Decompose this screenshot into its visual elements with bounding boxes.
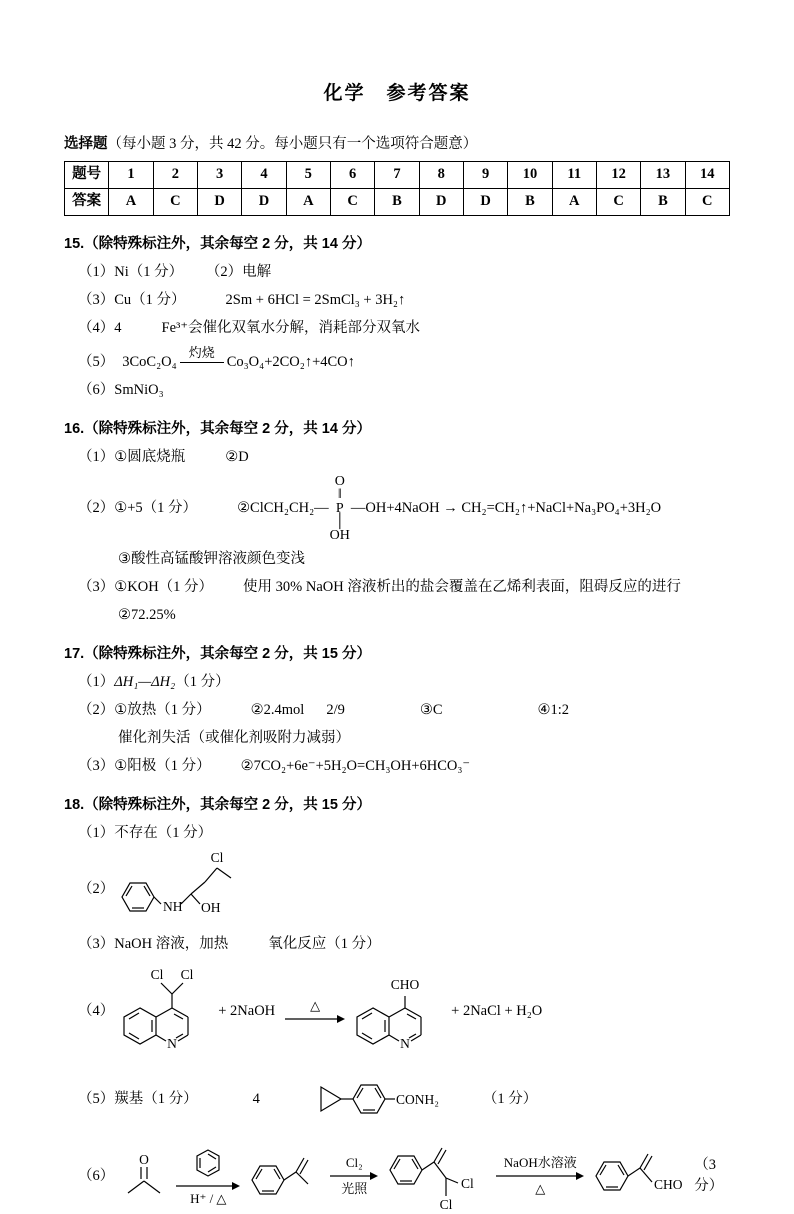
q17-answer-2b: 催化剂失活（或催化剂吸附力减弱） xyxy=(118,730,350,747)
phosphonate-equation xyxy=(237,475,661,543)
answer-text: ②2.4mol xyxy=(250,702,305,719)
chem-formula-right: —OH+4NaOH → CH₂=CH₂↑+NaCl+Na₃PO₄+3H₂O xyxy=(350,499,662,516)
benzene-icon xyxy=(191,1146,225,1180)
q16-heading: 16.（除特殊标注外，其余每空 2 分，共 14 分） xyxy=(64,420,371,437)
oxygen-label: O xyxy=(139,1152,150,1168)
answer-text: （3）①阳极（1 分） xyxy=(78,758,211,775)
answer-table xyxy=(64,161,730,216)
q18-answer-2 xyxy=(78,851,730,927)
answer-text: （5）羰基（1 分） xyxy=(78,1090,198,1107)
cho-label: CHO xyxy=(654,1177,683,1193)
oxygen-atom: O xyxy=(334,473,345,489)
answer-text: ②D xyxy=(225,448,249,465)
reaction-arrow xyxy=(285,999,345,1024)
answer-cell: B xyxy=(641,188,685,215)
cl-label: Cl xyxy=(180,967,194,983)
q15-answer-3 xyxy=(78,290,730,311)
answer-row xyxy=(65,188,730,215)
question-number-cell: 13 xyxy=(641,161,685,188)
answer-text: 4 xyxy=(252,1090,260,1107)
question-number-cell: 2 xyxy=(153,161,197,188)
answer-text: （3）Cu（1 分） xyxy=(78,291,186,308)
question-number-cell: 3 xyxy=(197,161,241,188)
answer-text: Fe³⁺会催化双氧水分解，消耗部分双氧水 xyxy=(161,319,420,336)
arrow-icon xyxy=(330,1171,378,1181)
nh-label: NH xyxy=(163,899,183,915)
question-number-cell: 14 xyxy=(685,161,729,188)
answer-cell: A xyxy=(552,188,596,215)
answer-text: （4）4 xyxy=(78,319,122,336)
question-number-cell: 6 xyxy=(330,161,374,188)
answer-text: （1）①圆底烧瓶 xyxy=(78,448,186,465)
q17-answer-2 xyxy=(78,700,730,721)
enthalpy-expression: ΔH₁—ΔH₂ xyxy=(114,674,176,691)
answer-text: （1）Ni（1 分） xyxy=(78,263,184,280)
chem-equation-left: 3CoC₂O₄ xyxy=(122,353,177,370)
arrow-icon xyxy=(176,1181,240,1191)
cho-label: CHO xyxy=(390,977,420,993)
q17-answer-1 xyxy=(78,672,730,693)
question-number-cell: 10 xyxy=(508,161,552,188)
answer-label: （5） xyxy=(78,353,115,370)
answer-text: 氧化反应（1 分） xyxy=(268,936,381,953)
answer-cell: C xyxy=(153,188,197,215)
q15-heading: 15.（除特殊标注外，其余每空 2 分，共 14 分） xyxy=(64,235,371,252)
chem-equation: 2Sm + 6HCl = 2SmCl₃ + 3H₂↑ xyxy=(225,291,406,308)
chem-equation: ②7CO₂+6e⁻+5H₂O=CH₃OH+6HCO₃⁻ xyxy=(240,758,471,775)
choice-section-label: 选择题 xyxy=(64,135,108,152)
condition-label: H⁺ / △ xyxy=(190,1191,227,1207)
answer-cell: C xyxy=(685,188,729,215)
double-bond: ‖ xyxy=(337,487,342,503)
q15-answer-5 xyxy=(78,346,730,373)
cl-label: Cl xyxy=(210,850,224,866)
condition-label: △ xyxy=(535,1181,546,1197)
answer-label: （6） xyxy=(78,1167,115,1184)
q18-answer-3 xyxy=(78,934,730,955)
reaction-condition: 灼烧 xyxy=(180,346,224,363)
q16-answer-2 xyxy=(78,475,730,543)
answer-text: （2）①放热（1 分） xyxy=(78,702,211,719)
question-number-row xyxy=(65,161,730,188)
oh-label: OH xyxy=(201,900,221,916)
chem-equation-right: Co₃O₄+2CO₂↑+4CO↑ xyxy=(226,353,355,370)
chem-formula-left: ②ClCH₂CH₂— xyxy=(237,499,329,516)
answer-cell: B xyxy=(375,188,419,215)
q18-heading: 18.（除特殊标注外，其余每空 2 分，共 15 分） xyxy=(64,797,371,814)
reagent-text: + 2NaOH xyxy=(218,1002,276,1019)
answer-cell: A xyxy=(109,188,153,215)
question-number-cell: 5 xyxy=(286,161,330,188)
q18-answer-1: （1）不存在（1 分） xyxy=(78,825,213,842)
answer-text: （2）①+5（1 分） xyxy=(78,499,198,516)
answer-label: （2） xyxy=(78,880,115,897)
q16-answer-1 xyxy=(78,447,730,468)
answer-text: （3）NaOH 溶液，加热 xyxy=(78,936,229,953)
q18-answer-4 xyxy=(78,962,730,1060)
q15-answer-4 xyxy=(78,318,730,339)
question-number-cell: 9 xyxy=(463,161,507,188)
question-number-cell: 12 xyxy=(596,161,640,188)
question-number-cell: 4 xyxy=(242,161,286,188)
answer-cell: D xyxy=(197,188,241,215)
question-number-cell: 8 xyxy=(419,161,463,188)
condition-label: 光照 xyxy=(341,1181,368,1197)
question-number-cell: 11 xyxy=(552,161,596,188)
question-17 xyxy=(64,644,730,777)
reaction-arrow-3 xyxy=(496,1156,584,1197)
answer-text: 2/9 xyxy=(326,702,345,719)
answer-cell: C xyxy=(596,188,640,215)
answer-label: （4） xyxy=(78,1002,115,1019)
q17-answer-3 xyxy=(78,756,730,777)
phosphorus-stack xyxy=(330,475,350,543)
answer-cell: D xyxy=(419,188,463,215)
answer-label: （1） xyxy=(78,674,115,691)
cl-label: Cl xyxy=(150,967,164,983)
cyclopropylphenyl-amide-structure xyxy=(315,1067,475,1131)
q16-answer-2c: ③酸性高锰酸钾溶液颜色变浅 xyxy=(118,551,305,568)
answer-text: ④1:2 xyxy=(537,702,570,719)
score-note: （3 分） xyxy=(694,1157,724,1195)
question-15 xyxy=(64,234,730,401)
row-header-answer: 答案 xyxy=(65,188,109,215)
q15-answer-1 xyxy=(78,262,730,283)
dichloromethyl-quinoline-structure xyxy=(118,962,210,1060)
question-number-cell: 7 xyxy=(375,161,419,188)
choice-section-header xyxy=(64,134,730,155)
score-note: （1 分） xyxy=(175,674,230,691)
dichloride-structure xyxy=(384,1138,490,1214)
q16-answer-3b: ②72.25% xyxy=(118,607,176,624)
cl-label: Cl xyxy=(461,1176,475,1192)
amide-label: CONH₂ xyxy=(395,1092,439,1108)
answer-cell: D xyxy=(242,188,286,215)
single-bond: │ xyxy=(334,514,345,530)
arrow-icon xyxy=(496,1171,584,1181)
answer-text: （2）电解 xyxy=(213,263,272,280)
question-number-cell: 1 xyxy=(109,161,153,188)
reaction-arrow-2 xyxy=(330,1156,378,1197)
q17-heading: 17.（除特殊标注外，其余每空 2 分，共 15 分） xyxy=(64,646,371,663)
answer-cell: C xyxy=(330,188,374,215)
products-text: + 2NaCl + H₂O xyxy=(451,1002,543,1019)
q15-answer-6: （6）SmNiO₃ xyxy=(78,381,164,398)
cl-label: Cl xyxy=(439,1197,453,1213)
page-title: 化学 参考答案 xyxy=(323,83,471,104)
choice-section-note: （每小题 3 分，共 42 分。每小题只有一个选项符合题意） xyxy=(107,135,478,152)
answer-text: ③C xyxy=(419,702,443,719)
question-16 xyxy=(64,419,730,627)
question-18 xyxy=(64,795,730,1214)
answer-text: 使用 30% NaOH 溶液析出的盐会覆盖在乙烯利表面，阻碍反应的进行 xyxy=(243,579,681,596)
delta-condition: △ xyxy=(310,997,321,1013)
phenylacrolein-structure xyxy=(590,1146,690,1206)
q18-answer-5 xyxy=(78,1067,730,1131)
reagent-label: Cl₂ xyxy=(345,1155,363,1171)
nitrogen-label: N xyxy=(400,1036,411,1052)
answer-cell: A xyxy=(286,188,330,215)
acetone-structure xyxy=(118,1152,170,1200)
score-note: （1 分） xyxy=(482,1090,538,1107)
answer-cell: B xyxy=(508,188,552,215)
q18-answer-6 xyxy=(78,1138,730,1214)
arrow-icon xyxy=(285,1014,345,1024)
reaction-arrow-1 xyxy=(176,1146,240,1206)
row-header-question: 题号 xyxy=(65,161,109,188)
methylstyrene-structure xyxy=(246,1146,324,1206)
answer-cell: D xyxy=(463,188,507,215)
phosphorus-atom: P xyxy=(335,500,344,516)
chloro-amino-alcohol-structure xyxy=(114,851,284,927)
hydroxyl-group: OH xyxy=(329,527,350,543)
q16-answer-3 xyxy=(78,577,730,598)
quinoline-carbaldehyde-structure xyxy=(351,962,443,1060)
reagent-label: NaOH水溶液 xyxy=(503,1155,577,1171)
nitrogen-label: N xyxy=(167,1036,178,1052)
answer-text: （3）①KOH（1 分） xyxy=(78,579,214,596)
